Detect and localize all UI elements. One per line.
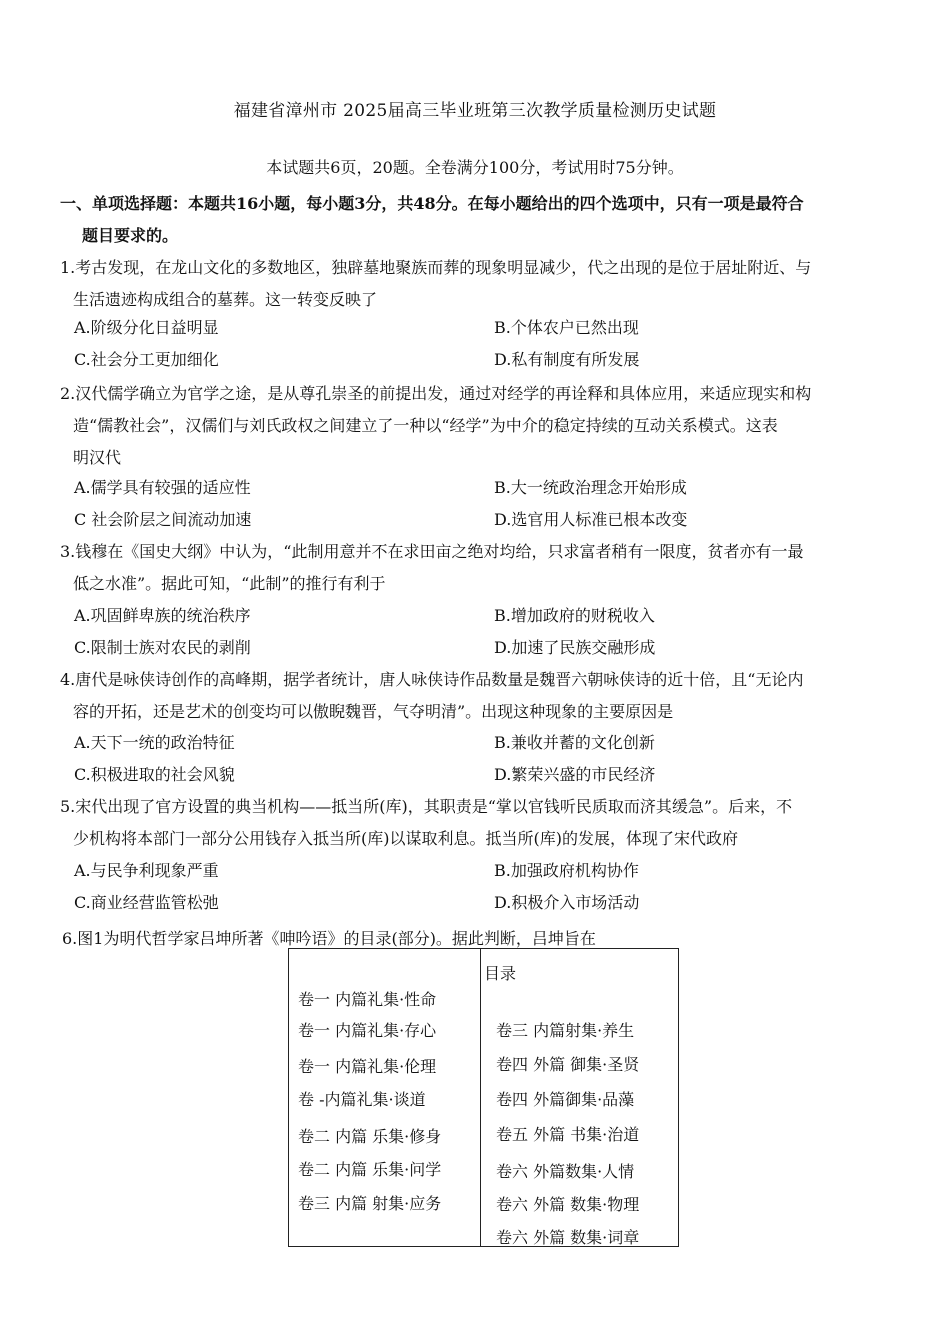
question-stem-line: 少机构将本部门一部分公用钱存入抵当所(库)以谋取利息。抵当所(库)的发展，体现了宋代政府 (73, 829, 738, 848)
toc-figure (288, 948, 679, 1247)
option-c[interactable]: C 社会阶层之间流动加速 (74, 510, 252, 529)
toc-right-entry: 卷三 内篇射集·养生 (496, 1021, 635, 1040)
option-b[interactable]: B.加强政府机构协作 (494, 861, 639, 880)
section-heading-line2: 题目要求的。 (82, 226, 179, 245)
option-b[interactable]: B.兼收并蓄的文化创新 (494, 733, 655, 752)
toc-left-entry: 卷二 内篇 乐集·修身 (298, 1127, 442, 1146)
toc-right-entry: 卷五 外篇 书集·治道 (496, 1125, 640, 1144)
question-stem-line: 4.唐代是咏侠诗创作的高峰期，据学者统计，唐人咏侠诗作品数量是魏晋六朝咏侠诗的近十倍，且“无论内 (60, 670, 804, 689)
toc-heading: 目录 (484, 964, 517, 983)
option-d[interactable]: D.私有制度有所发展 (494, 350, 640, 369)
question-stem-line: 6.图1为明代哲学家吕坤所著《呻吟语》的目录(部分)。据此判断，吕坤旨在 (62, 929, 596, 948)
question-4 (60, 664, 892, 728)
toc-divider (480, 949, 481, 1246)
option-a[interactable]: A.巩固鲜卑族的统治秩序 (74, 606, 251, 625)
option-b[interactable]: B.大一统政治理念开始形成 (494, 478, 687, 497)
toc-right-entry: 卷六 外篇 数集·词章 (496, 1228, 640, 1247)
toc-left-entry: 卷 -内篇礼集·谈道 (298, 1090, 426, 1109)
option-a[interactable]: A.阶级分化日益明显 (74, 318, 219, 337)
option-c[interactable]: C.商业经营监管松弛 (74, 893, 219, 912)
question-2 (60, 378, 892, 474)
option-d[interactable]: D.积极介入市场活动 (494, 893, 640, 912)
toc-right-entry: 卷四 外篇御集·品藻 (496, 1090, 635, 1109)
exam-subtitle: 本试题共6页，20题。全卷满分100分，考试用时75分钟。 (266, 158, 684, 177)
question-3 (60, 536, 892, 600)
question-stem-line: 3.钱穆在《国史大纲》中认为，“此制用意并不在求田亩之绝对均给，只求富者稍有一限度，贫者亦有一最 (60, 542, 804, 561)
question-stem-line: 明汉代 (73, 448, 122, 467)
question-stem-line: 容的开拓，还是艺术的创变均可以傲睨魏晋，气夺明清”。出现这种现象的主要原因是 (73, 702, 674, 721)
toc-right-entry: 卷六 外篇数集·人情 (496, 1162, 635, 1181)
exam-title: 福建省漳州市 2025届高三毕业班第三次教学质量检测历史试题 (233, 101, 717, 121)
option-a[interactable]: A.儒学具有较强的适应性 (74, 478, 251, 497)
question-stem-line: 低之水准”。据此可知，“此制”的推行有利于 (73, 574, 386, 593)
option-a[interactable]: A.天下一统的政治特征 (74, 733, 235, 752)
question-1 (60, 252, 892, 316)
option-c[interactable]: C.积极进取的社会风貌 (74, 765, 235, 784)
option-d[interactable]: D.加速了民族交融形成 (494, 638, 656, 657)
section-heading (60, 188, 892, 252)
question-stem-line: 5.宋代出现了官方设置的典当机构——抵当所(库)，其职责是“掌以官钱听民质取而济其缓急”。后来，不 (60, 797, 793, 816)
option-c[interactable]: C.限制士族对农民的剥削 (74, 638, 251, 657)
section-heading-line1: 一、单项选择题：本题共16小题，每小题3分，共48分。在每小题给出的四个选项中，只有一项是最符合 (60, 194, 804, 213)
toc-left-entry: 卷一 内篇礼集·性命 (298, 990, 437, 1009)
question-stem-line: 2.汉代儒学确立为官学之途，是从尊孔崇圣的前提出发，通过对经学的再诠释和具体应用，来适应现实和构 (60, 384, 812, 403)
question-stem-line: 生活遗迹构成组合的墓葬。这一转变反映了 (73, 290, 378, 309)
question-stem-line: 1.考古发现，在龙山文化的多数地区，独辟墓地聚族而葬的现象明显减少，代之出现的是位于居址附近、与 (60, 258, 812, 277)
question-5 (60, 791, 892, 855)
toc-left-entry: 卷一 内篇礼集·存心 (298, 1021, 437, 1040)
toc-left-entry: 卷一 内篇礼集·伦理 (298, 1057, 437, 1076)
toc-left-entry: 卷二 内篇 乐集·问学 (298, 1160, 442, 1179)
question-stem-line: 造“儒教社会”，汉儒们与刘氏政权之间建立了一种以“经学”为中介的稳定持续的互动关系模式。这表 (73, 416, 778, 435)
option-c[interactable]: C.社会分工更加细化 (74, 350, 219, 369)
option-b[interactable]: B.增加政府的财税收入 (494, 606, 655, 625)
toc-right-entry: 卷四 外篇 御集·圣贤 (496, 1055, 640, 1074)
toc-left-entry: 卷三 内篇 射集·应务 (298, 1194, 442, 1213)
option-d[interactable]: D.繁荣兴盛的市民经济 (494, 765, 656, 784)
option-d[interactable]: D.选官用人标准已根本改变 (494, 510, 688, 529)
option-a[interactable]: A.与民争利现象严重 (74, 861, 219, 880)
toc-right-entry: 卷六 外篇 数集·物理 (496, 1195, 640, 1214)
option-b[interactable]: B.个体农户已然出现 (494, 318, 639, 337)
